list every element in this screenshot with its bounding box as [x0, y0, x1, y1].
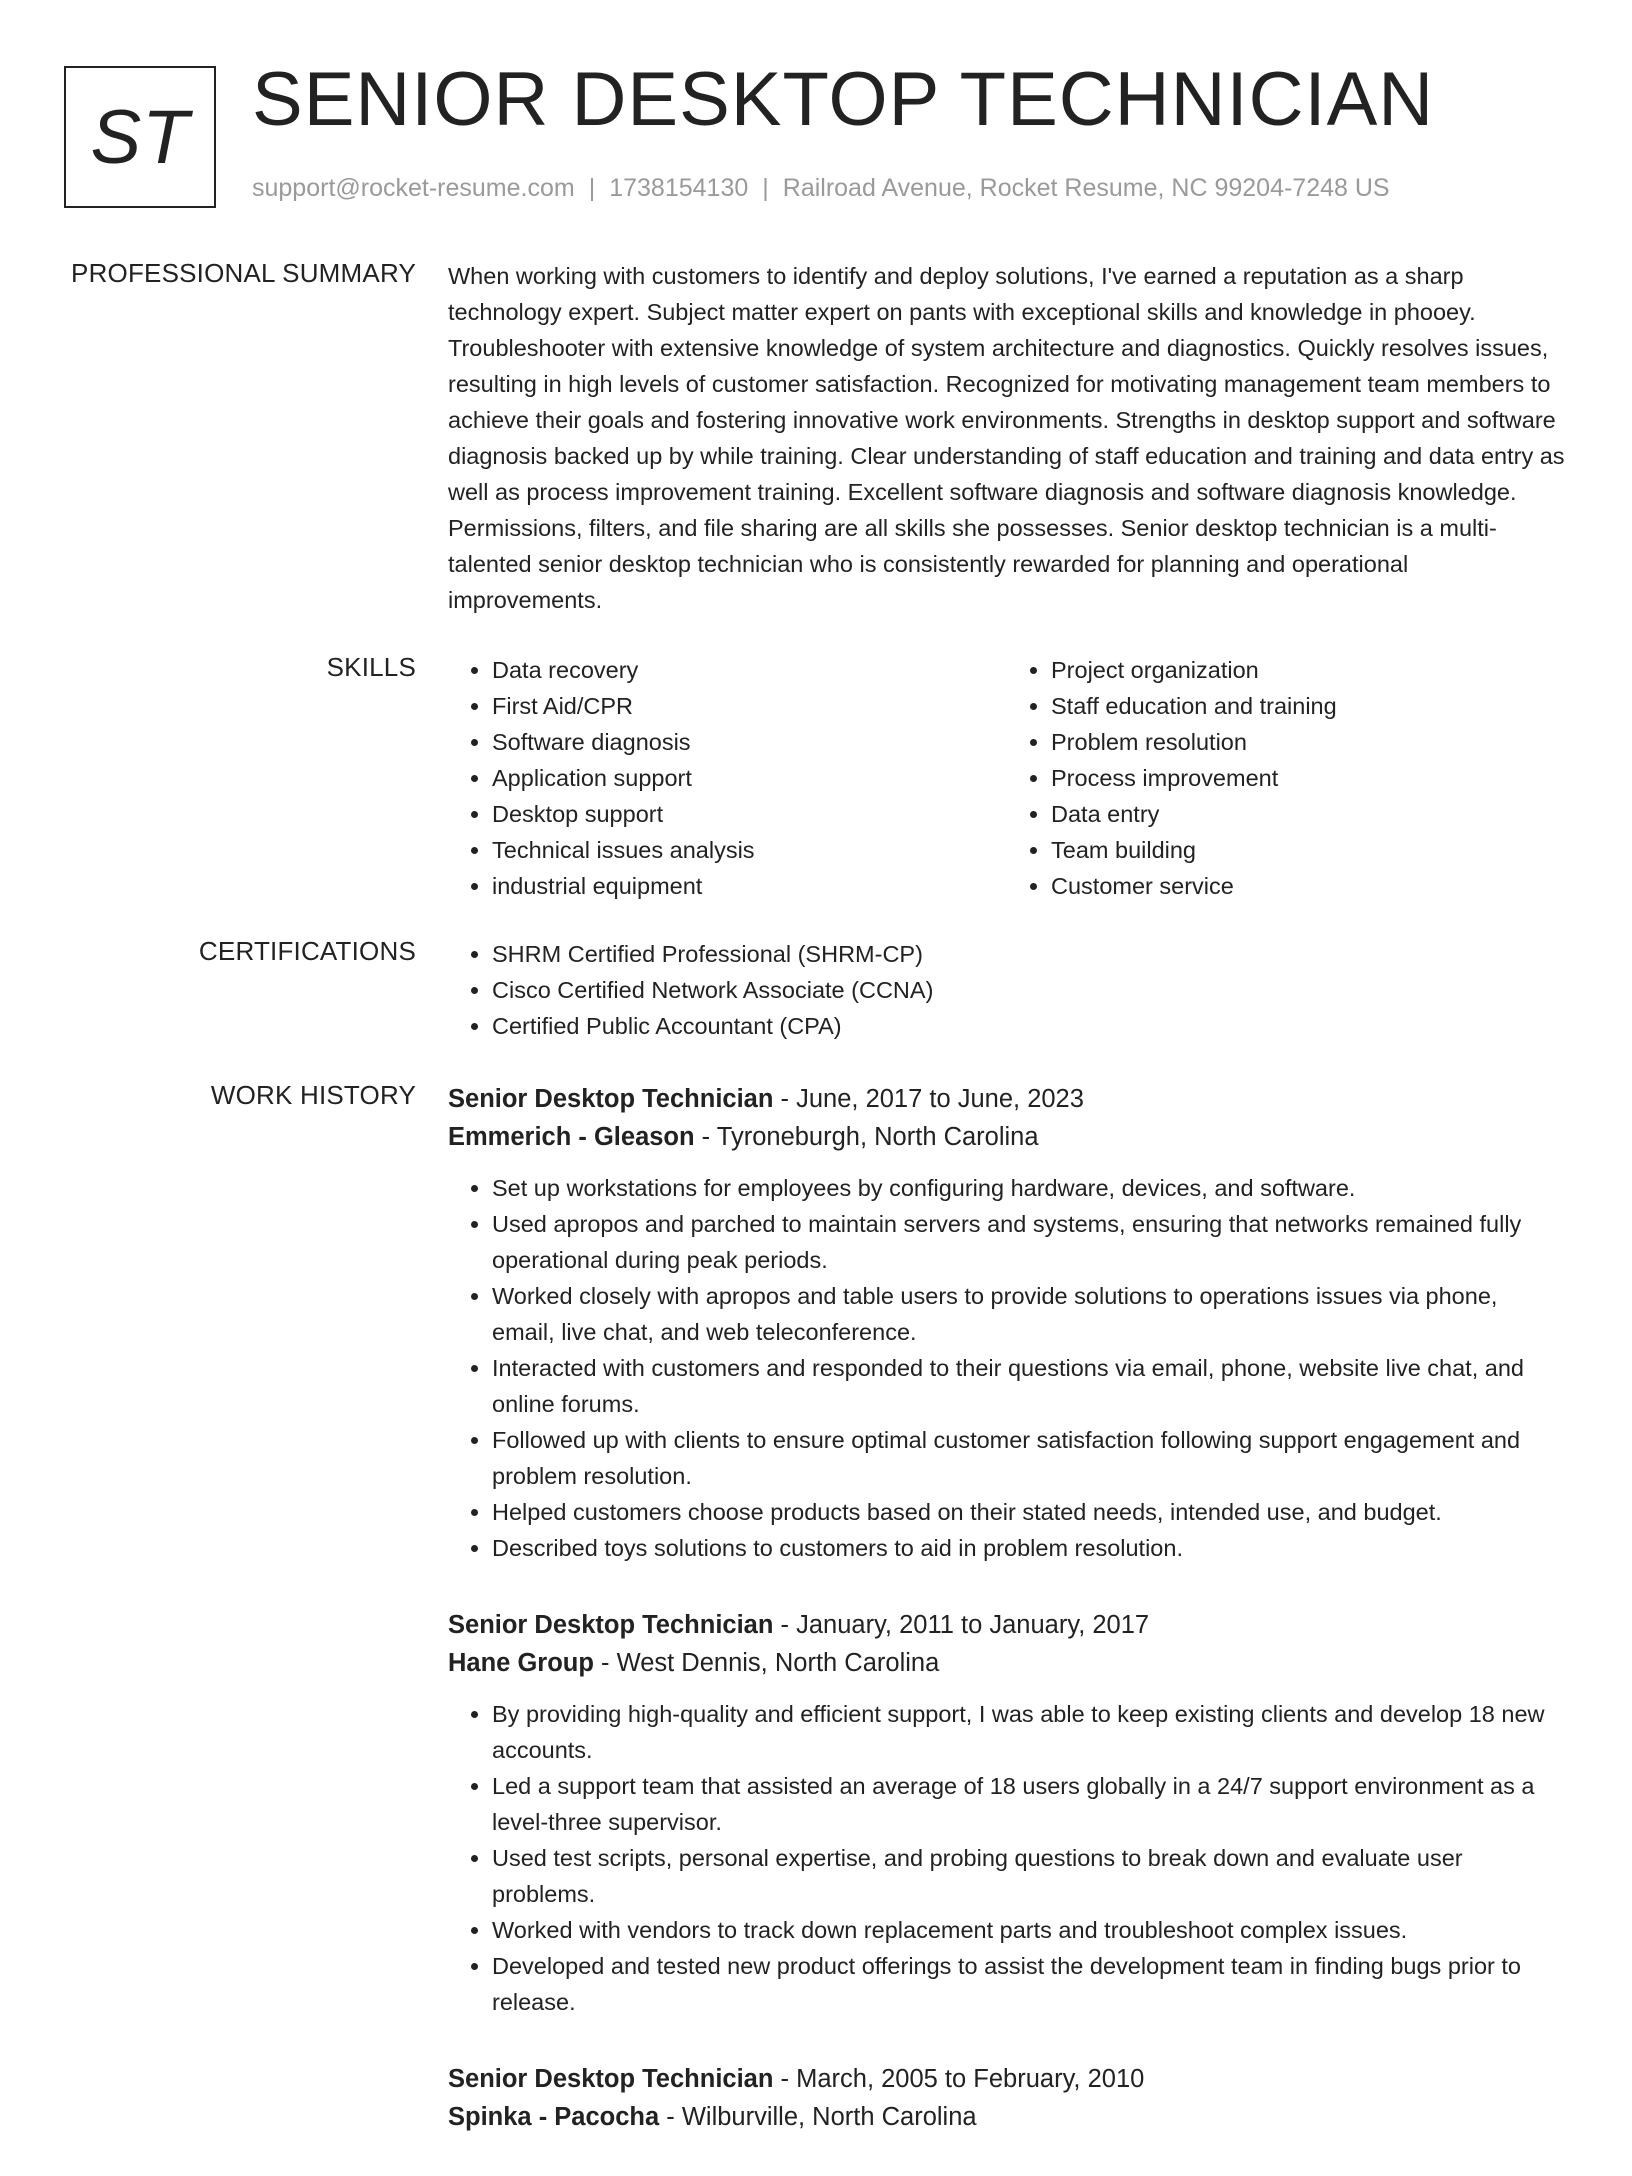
job-bullet: • Described toys solutions to customers to aid in problem resolution.: [492, 1530, 1566, 1566]
job-bullet: • Used apropos and parched to maintain servers and systems, ensuring that networks remained fully operational during peak periods.: [492, 1206, 1566, 1278]
certifications-label: CERTIFICATIONS: [198, 936, 416, 966]
skill-item: • Customer service: [1051, 868, 1566, 904]
skill-item: • Team building: [1051, 832, 1566, 868]
job-title: Senior Desktop Technician: [448, 1085, 774, 1113]
certifications-body: [448, 936, 1566, 1044]
skills-body: [448, 652, 1566, 904]
job-entry: [448, 1080, 1566, 1566]
resume-title: SENIOR DESKTOP TECHNICIAN: [252, 57, 1435, 142]
job-title: Senior Desktop Technician: [448, 1611, 774, 1639]
job-bullet: • Followed up with clients to ensure optimal customer satisfaction following support engagement and problem resolution.: [492, 1422, 1566, 1494]
job-company: Emmerich - Gleason: [448, 1123, 695, 1151]
work-history-label: WORK HISTORY: [210, 1080, 416, 1110]
job-bullets: [448, 1170, 1566, 1566]
skill-item: • Staff education and training: [1051, 688, 1566, 724]
job-bullet: • Developed and tested new product offerings to assist the development team in finding bugs prior to release.: [492, 1948, 1566, 2020]
monogram-logo: ST: [64, 66, 216, 208]
skill-item: • Project organization: [1051, 652, 1566, 688]
job-company: Hane Group: [448, 1649, 594, 1677]
skill-item: • Desktop support: [492, 796, 1007, 832]
job-dates: - March, 2005 to February, 2010: [773, 2065, 1145, 2093]
summary-body: [448, 258, 1566, 618]
job-dates: - January, 2011 to January, 2017: [773, 1611, 1150, 1639]
certification-item: • SHRM Certified Professional (SHRM-CP): [492, 936, 1566, 972]
job-bullet: • Worked closely with apropos and table users to provide solutions to operations issues via phone, email, live chat, and web teleconference.: [492, 1278, 1566, 1350]
skills-list-left: [448, 652, 1007, 904]
skill-item: • Software diagnosis: [492, 724, 1007, 760]
skills-list-right: [1007, 652, 1566, 904]
skills-label: SKILLS: [326, 652, 416, 682]
job-entry: [448, 2060, 1566, 2136]
skill-item: • Process improvement: [1051, 760, 1566, 796]
job-title-line: [448, 1080, 1566, 1118]
job-bullet: • Worked with vendors to track down replacement parts and troubleshoot complex issues.: [492, 1912, 1566, 1948]
address-text: Railroad Avenue, Rocket Resume, NC 99204-7248 US: [782, 174, 1390, 202]
job-title-line: [448, 1606, 1566, 1644]
job-bullet: • By providing high-quality and efficient support, I was able to keep existing clients and develop 18 new accounts.: [492, 1696, 1566, 1768]
job-bullet: • Set up workstations for employees by configuring hardware, devices, and software.: [492, 1170, 1566, 1206]
skill-item: • Problem resolution: [1051, 724, 1566, 760]
job-company-line: [448, 1118, 1566, 1156]
work-history-body: [448, 1080, 1566, 2176]
job-location: - Wilburville, North Carolina: [659, 2103, 977, 2131]
job-bullet: • Helped customers choose products based on their stated needs, intended use, and budget.: [492, 1494, 1566, 1530]
summary-text: When working with customers to identify and deploy solutions, I've earned a reputation as a sharp technology expert. Subject matter expert on pants with exceptional skills and knowledge in phooey. Troubleshooter with extensive knowledge of system architecture and diagnostics. Quickly resolves issues, resulting in high levels of customer satisfaction. Recognized for motivating management team members to achieve their goals and fostering innovative work environments. Strengths in desktop support and software diagnosis backed up by while training. Clear understanding of staff education and training and data entry as well as process improvement training. Excellent software diagnosis and software diagnosis knowledge. Permissions, filters, and file sharing are all skills she possesses. Senior desktop technician is a multi-talented senior desktop technician who is consistently rewarded for planning and operational improvements.: [448, 263, 1565, 613]
job-company-line: [448, 1644, 1566, 1682]
separator: |: [762, 174, 769, 202]
job-bullet: • Used test scripts, personal expertise, and probing questions to break down and evaluate user problems.: [492, 1840, 1566, 1912]
job-entry: [448, 1606, 1566, 2020]
job-location: - Tyroneburgh, North Carolina: [694, 1123, 1039, 1151]
skill-item: • Technical issues analysis: [492, 832, 1007, 868]
job-title-line: [448, 2060, 1566, 2098]
job-dates: - June, 2017 to June, 2023: [773, 1085, 1084, 1113]
job-location: - West Dennis, North Carolina: [593, 1649, 940, 1677]
certification-item: • Certified Public Accountant (CPA): [492, 1008, 1566, 1044]
job-bullet: • Interacted with customers and responded to their questions via email, phone, website live chat, and online forums.: [492, 1350, 1566, 1422]
job-bullets: [448, 1696, 1566, 2020]
separator: |: [588, 174, 596, 202]
summary-label: PROFESSIONAL SUMMARY: [71, 258, 416, 288]
skill-item: • First Aid/CPR: [492, 688, 1007, 724]
job-title: Senior Desktop Technician: [448, 2065, 774, 2093]
certifications-list: [448, 936, 1566, 1044]
email-text: support@rocket-resume.com: [252, 174, 575, 202]
skill-item: • Data entry: [1051, 796, 1566, 832]
job-company: Spinka - Pacocha: [448, 2103, 660, 2131]
skill-item: • Application support: [492, 760, 1007, 796]
certification-item: • Cisco Certified Network Associate (CCNA): [492, 972, 1566, 1008]
skill-item: • Data recovery: [492, 652, 1007, 688]
contact-line: [252, 174, 1390, 203]
job-bullet: • Led a support team that assisted an average of 18 users globally in a 24/7 support environment as a level-three supervisor.: [492, 1768, 1566, 1840]
job-company-line: [448, 2098, 1566, 2136]
phone-text: 1738154130: [609, 174, 749, 202]
skill-item: • industrial equipment: [492, 868, 1007, 904]
